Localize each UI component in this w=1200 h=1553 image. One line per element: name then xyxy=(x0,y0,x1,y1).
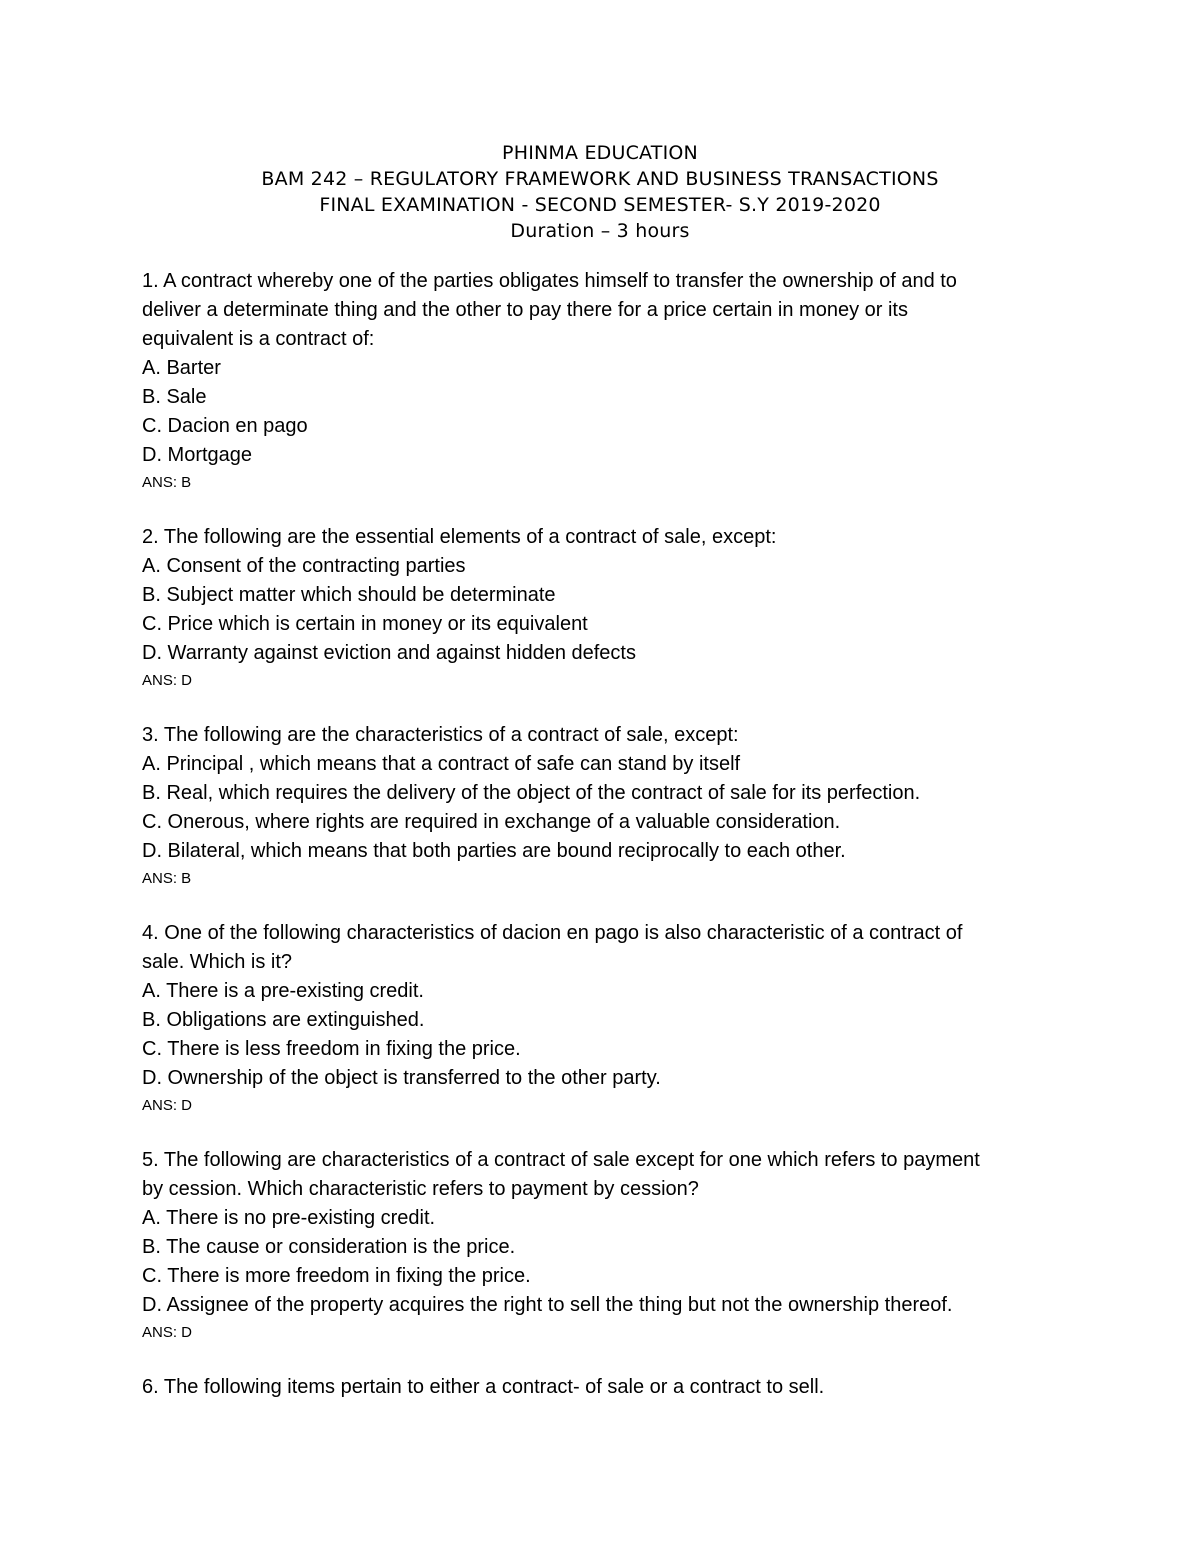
option-d: D. Ownership of the object is transferred to the other party. xyxy=(142,1067,661,1089)
option-c: C. There is less freedom in fixing the price. xyxy=(142,1038,521,1060)
option-a: A. There is no pre-existing credit. xyxy=(142,1207,436,1229)
course-title: BAM 242 – REGULATORY FRAMEWORK AND BUSINESS TRANSACTIONS xyxy=(261,168,939,190)
exam-duration: Duration – 3 hours xyxy=(510,220,690,242)
org-name: PHINMA EDUCATION xyxy=(502,142,698,164)
question-stem-line: 5. The following are characteristics of a contract of sale except for one which refers to payment xyxy=(142,1149,980,1171)
option-a: A. Barter xyxy=(142,357,221,379)
question-stem-line: by cession. Which characteristic refers to payment by cession? xyxy=(142,1178,699,1200)
answer-key: ANS: B xyxy=(142,474,192,491)
option-b: B. The cause or consideration is the price. xyxy=(142,1236,516,1258)
option-d: D. Warranty against eviction and against hidden defects xyxy=(142,642,636,664)
answer-key: ANS: B xyxy=(142,870,192,887)
question-stem-line: 6. The following items pertain to either a contract- of sale or a contract to sell. xyxy=(142,1376,825,1398)
option-b: B. Obligations are extinguished. xyxy=(142,1009,425,1031)
question-stem-line: sale. Which is it? xyxy=(142,951,293,973)
question-stem-line: 2. The following are the essential elements of a contract of sale, except: xyxy=(142,526,777,548)
question-4 xyxy=(142,919,1082,1119)
option-b: B. Sale xyxy=(142,386,207,408)
option-c: C. Onerous, where rights are required in exchange of a valuable consideration. xyxy=(142,811,841,833)
question-stem-line: equivalent is a contract of: xyxy=(142,328,375,350)
question-stem-line: deliver a determinate thing and the other to pay there for a price certain in money or its xyxy=(142,299,908,321)
option-a: A. Consent of the contracting parties xyxy=(142,555,466,577)
option-b: B. Subject matter which should be determinate xyxy=(142,584,556,606)
option-c: C. There is more freedom in fixing the price. xyxy=(142,1265,531,1287)
option-d: D. Assignee of the property acquires the right to sell the thing but not the ownership thereof. xyxy=(142,1294,953,1316)
question-5 xyxy=(142,1146,1082,1346)
question-1 xyxy=(142,267,1082,496)
option-d: D. Bilateral, which means that both parties are bound reciprocally to each other. xyxy=(142,840,846,862)
exam-header xyxy=(0,140,1200,244)
option-c: C. Dacion en pago xyxy=(142,415,308,437)
option-a: A. Principal , which means that a contract of safe can stand by itself xyxy=(142,753,741,775)
question-stem-line: 4. One of the following characteristics of dacion en pago is also characteristic of a contract of xyxy=(142,922,963,944)
option-d: D. Mortgage xyxy=(142,444,253,466)
question-2 xyxy=(142,523,1082,694)
question-3 xyxy=(142,721,1082,892)
answer-key: ANS: D xyxy=(142,672,193,689)
question-6 xyxy=(142,1373,1082,1402)
question-list xyxy=(142,267,1082,1429)
question-stem-line: 1. A contract whereby one of the parties obligates himself to transfer the ownership of and to xyxy=(142,270,957,292)
exam-title: FINAL EXAMINATION - SECOND SEMESTER- S.Y 2019-2020 xyxy=(319,194,881,216)
answer-key: ANS: D xyxy=(142,1097,193,1114)
option-c: C. Price which is certain in money or its equivalent xyxy=(142,613,588,635)
option-b: B. Real, which requires the delivery of the object of the contract of sale for its perfection. xyxy=(142,782,921,804)
option-a: A. There is a pre-existing credit. xyxy=(142,980,424,1002)
answer-key: ANS: D xyxy=(142,1324,193,1341)
question-stem-line: 3. The following are the characteristics of a contract of sale, except: xyxy=(142,724,739,746)
